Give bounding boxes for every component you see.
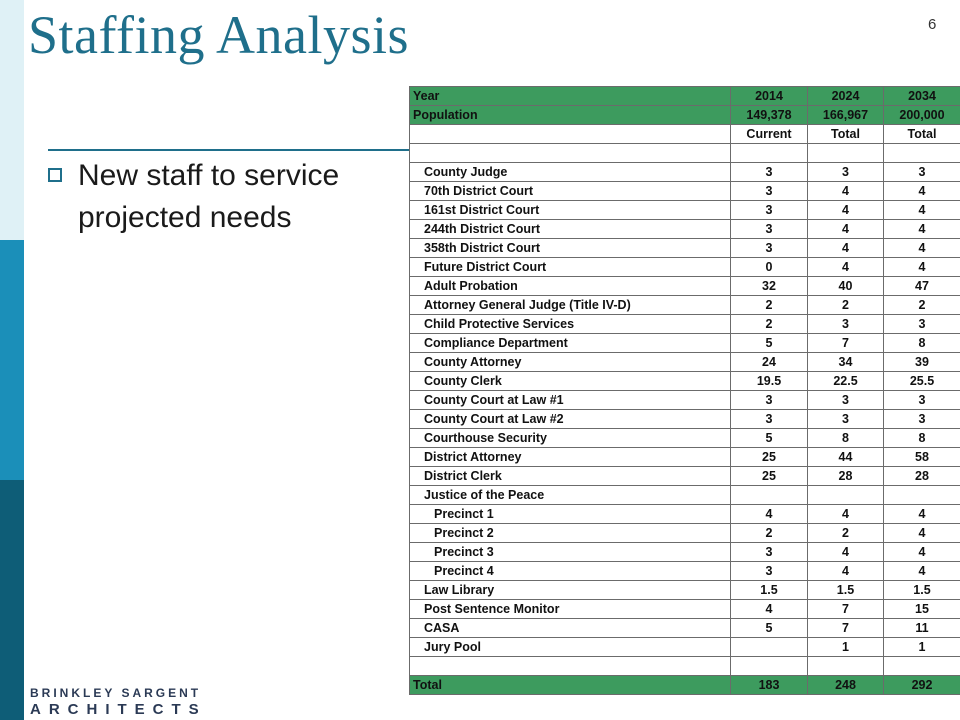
row-value-cell [808, 486, 884, 505]
table-row [410, 239, 960, 258]
row-value-cell: 1.5 [884, 581, 960, 600]
row-value-cell: 3 [731, 543, 808, 562]
row-value-cell: 4 [731, 505, 808, 524]
row-value-cell: 34 [808, 353, 884, 372]
square-bullet-icon [48, 168, 62, 182]
row-value-cell: 3 [808, 410, 884, 429]
row-value-cell: 25 [731, 467, 808, 486]
row-value-cell: 0 [731, 258, 808, 277]
row-label-cell [410, 657, 731, 676]
row-value-cell [884, 657, 960, 676]
row-value-cell: 4 [808, 543, 884, 562]
row-value-cell: 4 [884, 562, 960, 581]
table-row [410, 182, 960, 201]
row-label-cell: Jury Pool [410, 638, 731, 657]
row-value-cell [731, 144, 808, 163]
row-value-cell: 25 [731, 448, 808, 467]
row-value-cell: 4 [808, 220, 884, 239]
table-row [410, 296, 960, 315]
row-label-cell: Adult Probation [410, 277, 731, 296]
table-row [410, 277, 960, 296]
row-label-cell: County Clerk [410, 372, 731, 391]
row-value-cell: 5 [731, 429, 808, 448]
row-value-cell: 3 [731, 562, 808, 581]
row-value-cell: 8 [808, 429, 884, 448]
row-value-cell: 40 [808, 277, 884, 296]
header-value-cell: 149,378 [731, 106, 808, 125]
row-label-cell: County Court at Law #1 [410, 391, 731, 410]
row-value-cell: 4 [884, 220, 960, 239]
header-value-cell: 2014 [731, 87, 808, 106]
row-value-cell: 2 [731, 296, 808, 315]
row-value-cell: 1 [884, 638, 960, 657]
table-row [410, 220, 960, 239]
row-label-cell: 244th District Court [410, 220, 731, 239]
row-value-cell: 3 [731, 201, 808, 220]
row-value-cell: 4 [884, 505, 960, 524]
bullet-text: New staff to service projected needs [78, 159, 340, 234]
row-label-cell: 358th District Court [410, 239, 731, 258]
row-value-cell: 7 [808, 619, 884, 638]
row-value-cell: 28 [808, 467, 884, 486]
row-value-cell: 4 [808, 258, 884, 277]
side-bar-light [0, 0, 24, 240]
table-row [410, 391, 960, 410]
row-value-cell: 4 [808, 239, 884, 258]
table-row [410, 429, 960, 448]
row-value-cell: 4 [884, 201, 960, 220]
table-row [410, 163, 960, 182]
logo-line-1: BRINKLEY SARGENT [30, 686, 202, 700]
header-value-cell: 200,000 [884, 106, 960, 125]
table-row [410, 144, 960, 163]
table-row [410, 600, 960, 619]
row-value-cell: 8 [884, 429, 960, 448]
row-value-cell [731, 638, 808, 657]
total-value-cell: 248 [808, 676, 884, 695]
row-value-cell: 28 [884, 467, 960, 486]
row-label-cell: 70th District Court [410, 182, 731, 201]
table-row [410, 562, 960, 581]
row-value-cell: 4 [884, 239, 960, 258]
logo-line-2: ARCHITECTS [30, 701, 207, 718]
row-value-cell: 24 [731, 353, 808, 372]
row-label-cell: District Clerk [410, 467, 731, 486]
row-label-cell: 161st District Court [410, 201, 731, 220]
row-label-cell: District Attorney [410, 448, 731, 467]
row-value-cell: 3 [731, 391, 808, 410]
title-divider [48, 149, 410, 151]
header-label-cell: Year [410, 87, 731, 106]
row-value-cell [884, 486, 960, 505]
row-label-cell: Justice of the Peace [410, 486, 731, 505]
table-row [410, 372, 960, 391]
row-value-cell [808, 144, 884, 163]
row-value-cell: 4 [884, 182, 960, 201]
row-label-cell: County Attorney [410, 353, 731, 372]
table-header-row [410, 125, 960, 144]
side-bar-mid [0, 240, 24, 480]
table-row [410, 410, 960, 429]
row-value-cell: 3 [731, 182, 808, 201]
row-value-cell: 8 [884, 334, 960, 353]
row-value-cell: 1 [808, 638, 884, 657]
header-value-cell: 2034 [884, 87, 960, 106]
row-label-cell: Attorney General Judge (Title IV-D) [410, 296, 731, 315]
table-row [410, 581, 960, 600]
table-row [410, 505, 960, 524]
row-value-cell: 19.5 [731, 372, 808, 391]
table-row [410, 467, 960, 486]
table-header-row [410, 106, 960, 125]
row-value-cell: 3 [731, 220, 808, 239]
row-value-cell: 4 [731, 600, 808, 619]
row-label-cell: Post Sentence Monitor [410, 600, 731, 619]
row-value-cell: 1.5 [731, 581, 808, 600]
row-value-cell: 7 [808, 334, 884, 353]
table-row [410, 638, 960, 657]
row-value-cell: 4 [884, 543, 960, 562]
row-label-cell: Precinct 4 [410, 562, 731, 581]
row-value-cell: 25.5 [884, 372, 960, 391]
row-value-cell: 3 [884, 410, 960, 429]
table-row [410, 353, 960, 372]
row-value-cell: 5 [731, 334, 808, 353]
row-value-cell: 3 [808, 315, 884, 334]
table-row [410, 201, 960, 220]
row-value-cell [884, 144, 960, 163]
row-value-cell: 32 [731, 277, 808, 296]
header-value-cell: 2024 [808, 87, 884, 106]
row-value-cell [808, 657, 884, 676]
row-label-cell: Courthouse Security [410, 429, 731, 448]
row-value-cell: 3 [731, 410, 808, 429]
row-value-cell: 2 [731, 524, 808, 543]
table-row [410, 524, 960, 543]
row-value-cell: 3 [808, 163, 884, 182]
row-value-cell: 58 [884, 448, 960, 467]
table-row [410, 486, 960, 505]
row-label-cell: Precinct 1 [410, 505, 731, 524]
row-value-cell: 4 [808, 562, 884, 581]
row-value-cell: 4 [808, 201, 884, 220]
row-label-cell: Future District Court [410, 258, 731, 277]
row-value-cell: 4 [808, 505, 884, 524]
row-value-cell: 39 [884, 353, 960, 372]
row-value-cell [731, 657, 808, 676]
row-value-cell: 4 [884, 524, 960, 543]
table-row [410, 657, 960, 676]
row-value-cell: 2 [731, 315, 808, 334]
row-value-cell: 44 [808, 448, 884, 467]
table-row [410, 258, 960, 277]
row-value-cell: 1.5 [808, 581, 884, 600]
staffing-table [409, 86, 960, 695]
table-row [410, 543, 960, 562]
row-value-cell: 47 [884, 277, 960, 296]
row-value-cell: 3 [731, 163, 808, 182]
row-value-cell: 22.5 [808, 372, 884, 391]
side-bar-dark [0, 480, 24, 720]
total-value-cell: 183 [731, 676, 808, 695]
row-value-cell: 3 [884, 391, 960, 410]
row-value-cell: 7 [808, 600, 884, 619]
row-value-cell: 5 [731, 619, 808, 638]
table-row [410, 334, 960, 353]
row-label-cell: Child Protective Services [410, 315, 731, 334]
header-value-cell: Total [884, 125, 960, 144]
page-number: 6 [928, 16, 937, 33]
table-header-row [410, 87, 960, 106]
table-row [410, 619, 960, 638]
row-value-cell: 3 [884, 315, 960, 334]
header-label-cell: Population [410, 106, 731, 125]
total-value-cell: 292 [884, 676, 960, 695]
header-value-cell: Total [808, 125, 884, 144]
table-row [410, 315, 960, 334]
row-label-cell: Law Library [410, 581, 731, 600]
row-label-cell: CASA [410, 619, 731, 638]
row-value-cell: 4 [884, 258, 960, 277]
header-label-cell [410, 125, 731, 144]
header-value-cell: Current [731, 125, 808, 144]
slide-title: Staffing Analysis [28, 5, 410, 65]
row-label-cell: Precinct 2 [410, 524, 731, 543]
total-label-cell: Total [410, 676, 731, 695]
header-value-cell: 166,967 [808, 106, 884, 125]
row-label-cell: County Judge [410, 163, 731, 182]
table-row [410, 448, 960, 467]
row-label-cell: County Court at Law #2 [410, 410, 731, 429]
row-value-cell: 11 [884, 619, 960, 638]
row-label-cell: Precinct 3 [410, 543, 731, 562]
row-value-cell: 2 [808, 296, 884, 315]
row-value-cell: 3 [884, 163, 960, 182]
row-value-cell: 4 [808, 182, 884, 201]
row-label-cell: Compliance Department [410, 334, 731, 353]
total-row [410, 676, 960, 695]
row-value-cell: 15 [884, 600, 960, 619]
row-value-cell: 2 [808, 524, 884, 543]
row-label-cell [410, 144, 731, 163]
brinkley-sargent-logo [30, 686, 207, 718]
row-value-cell: 3 [808, 391, 884, 410]
row-value-cell: 2 [884, 296, 960, 315]
row-value-cell: 3 [731, 239, 808, 258]
row-value-cell [731, 486, 808, 505]
